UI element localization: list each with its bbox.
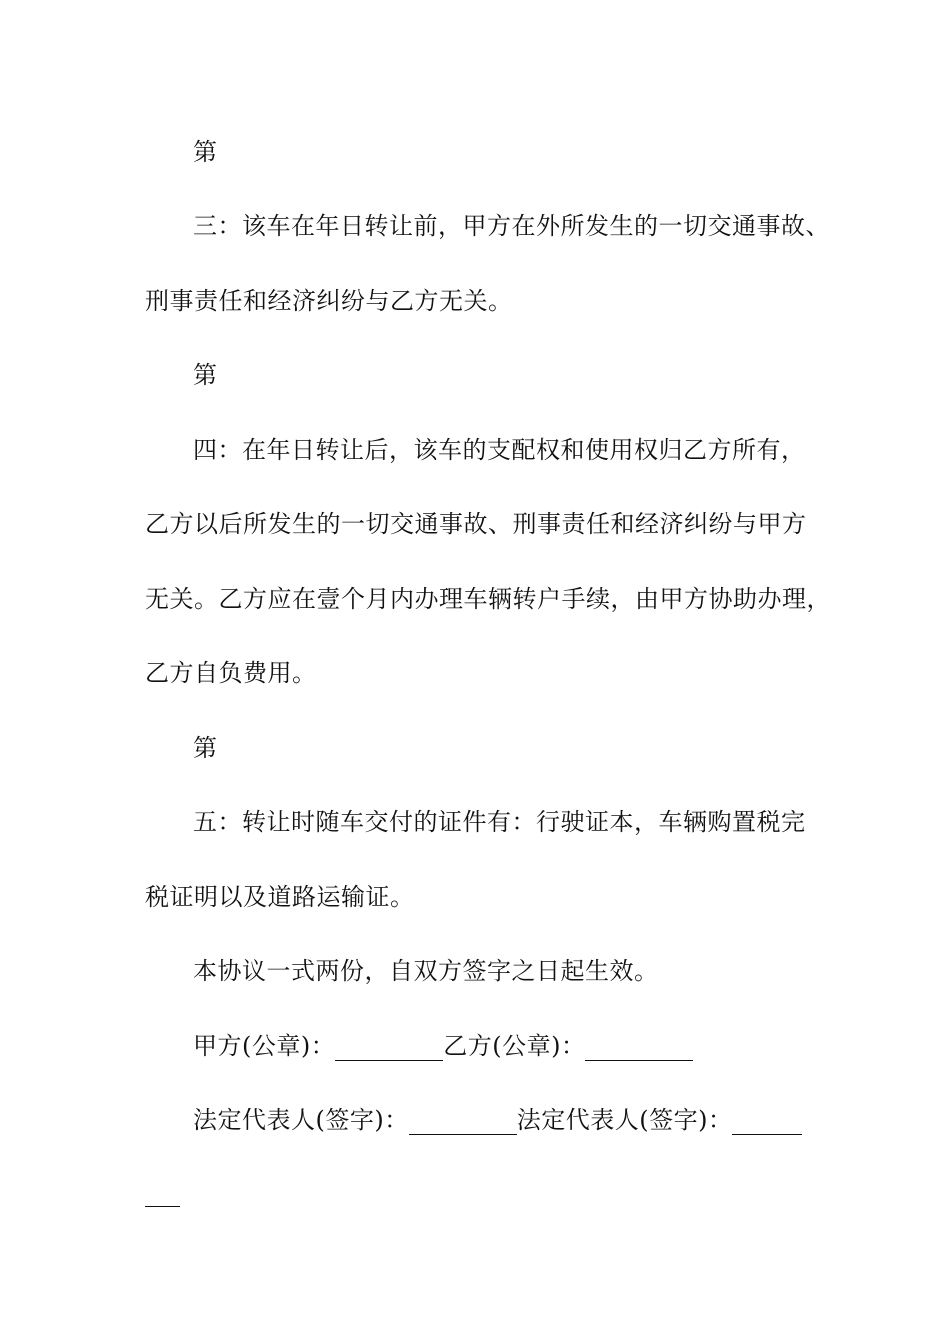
party-a-rep-label: 法定代表人(签字)： [193,1106,409,1134]
party-a-rep-blank [409,1110,517,1135]
party-b-seal-label: 乙方(公章)： [443,1032,586,1060]
clause-heading: 第 [193,138,218,166]
clause-three-line-2: 刑事责任和经济纠纷与乙方无关。 [145,287,513,315]
party-a-seal-blank [335,1036,443,1061]
party-seal-row [193,1031,873,1061]
representative-signature-row [193,1105,873,1135]
clause-three-line-1: 三：该车在年日转让前，甲方在外所发生的一切交通事故、 [193,212,830,240]
party-b-seal-blank [585,1036,693,1061]
clause-five-line-2: 税证明以及道路运输证。 [145,883,415,911]
party-b-rep-blank [732,1110,802,1135]
clause-heading: 第 [193,361,218,389]
clause-four-line-1: 四：在年日转让后，该车的支配权和使用权归乙方所有， [193,436,806,464]
party-a-seal-label: 甲方(公章)： [193,1032,336,1060]
clause-four-line-4: 乙方自负费用。 [145,659,317,687]
party-b-rep-label: 法定代表人(签字)： [516,1106,733,1134]
clause-four-line-3: 无关。乙方应在壹个月内办理车辆转户手续，由甲方协助办理， [145,585,831,613]
clause-four-line-2: 乙方以后所发生的一切交通事故、刑事责任和经济纠纷与甲方 [145,510,807,538]
clause-heading: 第 [193,734,218,762]
effective-clause: 本协议一式两份，自双方签字之日起生效。 [193,957,659,985]
clause-five-line-1: 五：转让时随车交付的证件有：行驶证本，车辆购置税完 [193,808,806,836]
party-b-rep-blank-continuation [145,1206,180,1207]
